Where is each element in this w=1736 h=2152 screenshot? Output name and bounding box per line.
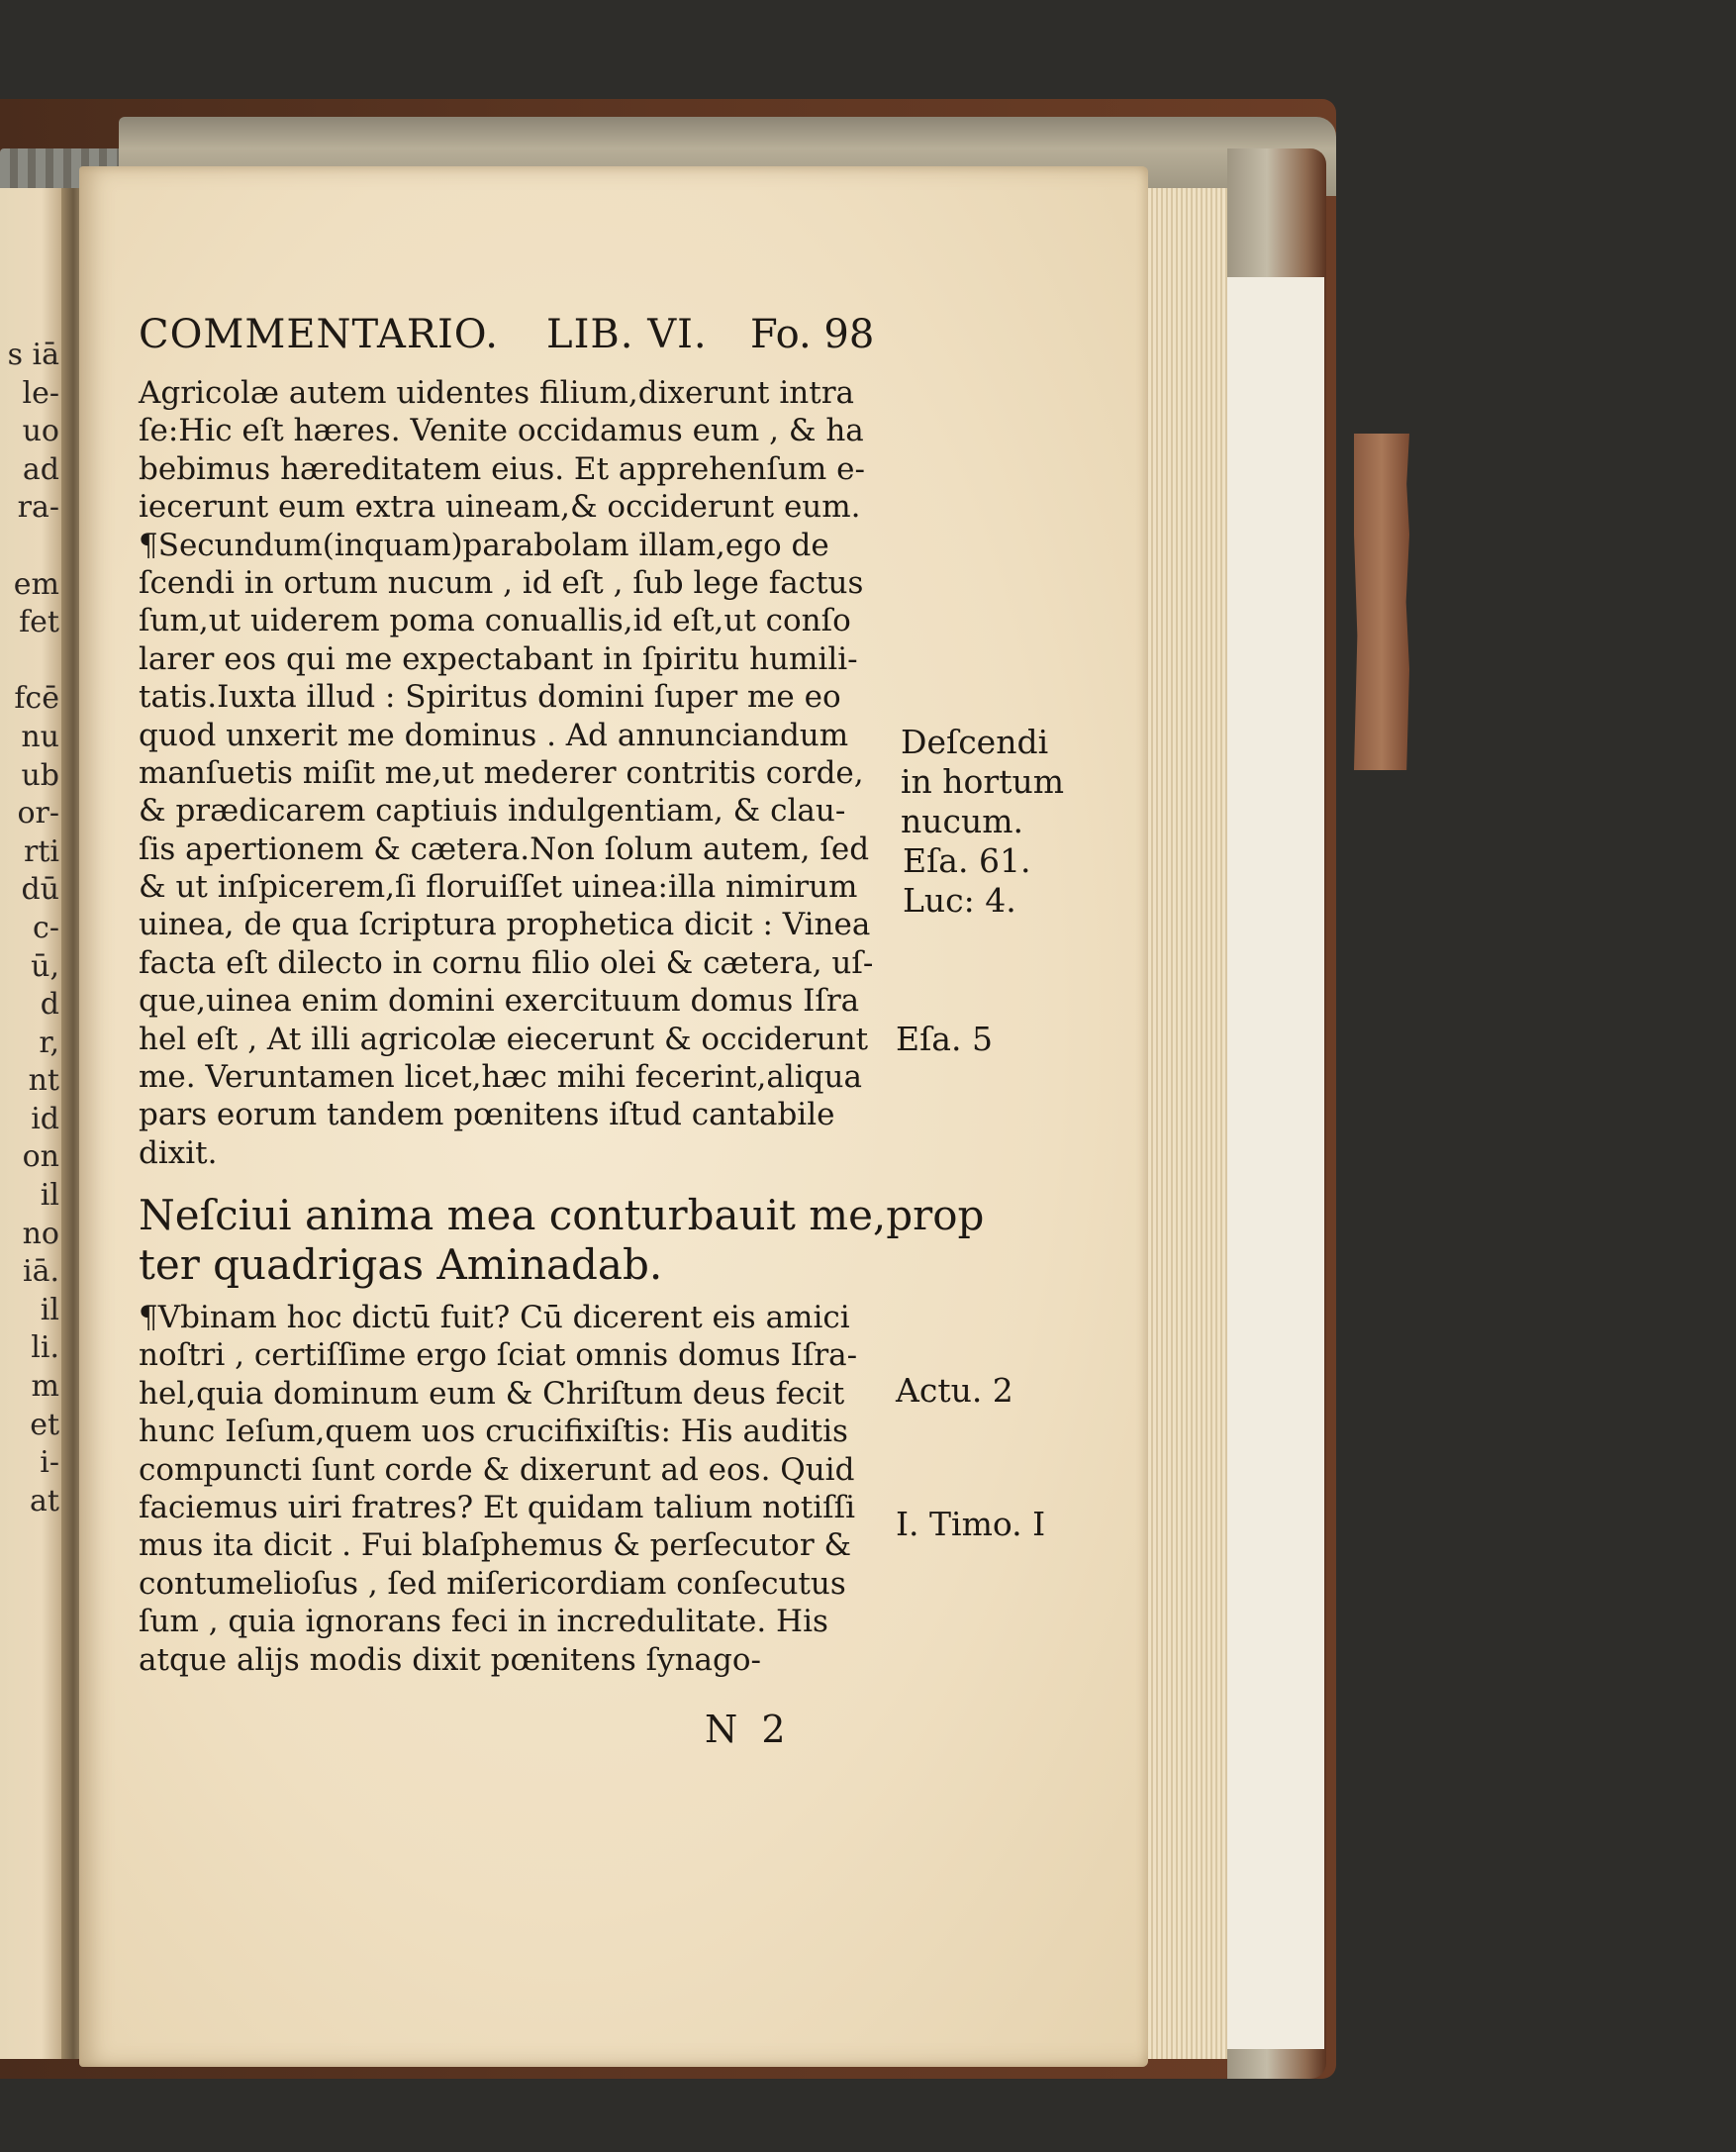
flyleaf xyxy=(1225,277,1324,2049)
facing-page-fragment: em xyxy=(13,566,59,602)
marginal-line: Deſcendi xyxy=(901,723,1049,761)
signature-mark: N 2 xyxy=(705,1708,792,1751)
text-line: hel eſt , At illi agricolæ eiecerunt & occiderunt xyxy=(139,1021,869,1057)
marginal-note xyxy=(901,723,1064,841)
facing-page-fragment: il xyxy=(40,1292,59,1327)
text-line: & prædicarem captiuis indulgentiam, & clau- xyxy=(139,793,846,830)
facing-page-fragment: no xyxy=(22,1216,59,1251)
facing-page-fragment: or- xyxy=(17,796,59,831)
text-line: larer eos qui me expectabant in ſpiritu humili- xyxy=(139,640,858,677)
facing-page-fragment: s iā xyxy=(7,338,59,372)
facing-page-fragment: uo xyxy=(22,414,59,449)
text-line: quod unxerit me dominus . Ad annunciandum xyxy=(139,717,849,753)
facing-page-fragment: d xyxy=(40,987,59,1023)
text-line: faciemus uiri fratres? Et quidam talium notiſſi xyxy=(139,1489,856,1525)
text-line: facta eſt dilecto in cornu filio olei & cætera, uſ- xyxy=(139,944,874,981)
marginal-line: in hortum xyxy=(901,762,1064,801)
text-line: ſe:Hic eſt hæres. Venite occidamus eum , & ha xyxy=(139,413,864,449)
text-line: compuncti ſunt corde & dixerunt ad eos. Quid xyxy=(139,1451,855,1488)
marginal-note: Eſa. 5 xyxy=(896,1020,993,1058)
marginal-line: nucum. xyxy=(901,802,1024,840)
text-line: ſum , quia ignorans feci in incredulitate. His xyxy=(139,1604,828,1640)
facing-page-fragment: ū, xyxy=(31,948,59,984)
text-line: atque alijs modis dixit pœnitens ſynago- xyxy=(139,1641,762,1678)
text-line: me. Veruntamen licet,hæc mihi fecerint,aliqua xyxy=(139,1059,862,1096)
text-line: manſuetis miſit me,ut mederer contritis corde, xyxy=(139,754,864,791)
text-line: hunc Ieſum,quem uos crucifixiſtis: His auditis xyxy=(139,1414,848,1450)
commentary-paragraph-2 xyxy=(139,1299,891,1679)
running-head-title: COMMENTARIO. xyxy=(139,312,499,357)
facing-page-fragment: ra- xyxy=(17,490,59,526)
text-line: ¶Vbinam hoc dictū fuit? Cū dicerent eis amici xyxy=(139,1300,850,1335)
text-line: & ut inſpicerem,ſi floruiſſet uinea:illa nimirum xyxy=(139,869,858,906)
facing-page-fragment: ub xyxy=(21,757,59,793)
running-head xyxy=(139,312,891,363)
facing-page-fragment: fet xyxy=(19,605,59,640)
text-line: pars eorum tandem pœnitens iſtud cantabile xyxy=(139,1097,835,1133)
facing-page-fragment: fcē xyxy=(14,681,59,717)
facing-page-fragment: m xyxy=(31,1369,59,1405)
text-line: uinea, de qua ſcriptura prophetica dicit : Vinea xyxy=(139,907,871,943)
verse-line: ter quadrigas Aminadab. xyxy=(139,1240,663,1289)
text-line: que,uinea enim domini exercituum domus Iſra xyxy=(139,983,860,1020)
facing-page-fragment: rti xyxy=(24,833,59,869)
page-edges xyxy=(1138,188,1227,2059)
folio-number: Fo. 98 xyxy=(750,312,875,357)
bookmark-tab[interactable] xyxy=(1354,434,1409,770)
facing-page-fragment: r, xyxy=(39,1025,59,1060)
facing-page-fragment: et xyxy=(30,1407,59,1442)
facing-page-fragment: li. xyxy=(31,1330,59,1366)
marginal-note: Actu. 2 xyxy=(896,1371,1013,1410)
verse-line: Neſciui anima mea conturbauit me,prop xyxy=(139,1191,985,1239)
text-line: tatis.Iuxta illud : Spiritus domini ſuper me eo xyxy=(139,679,841,716)
marginal-note: Luc: 4. xyxy=(903,881,1016,920)
text-line: noſtri , certiſſime ergo ſciat omnis domus Iſra- xyxy=(139,1337,858,1374)
facing-page-text xyxy=(0,337,59,1520)
facing-page-fragment: id xyxy=(31,1101,59,1136)
facing-page-fragment xyxy=(0,528,59,566)
facing-page-fragment: c- xyxy=(33,910,59,945)
text-line: ¶Secundum(inquam)parabolam illam,ego de xyxy=(139,527,829,563)
text-line: iecerunt eum extra uineam,& occiderunt eum. xyxy=(139,489,861,526)
text-line: bebimus hæreditatem eius. Et apprehenſum e- xyxy=(139,450,865,487)
facing-page-fragment: i- xyxy=(40,1445,59,1481)
marginal-note: I. Timo. I xyxy=(896,1505,1046,1543)
commentary-paragraph-1 xyxy=(139,374,891,1172)
facing-page-fragment: at xyxy=(30,1483,59,1518)
facing-page-fragment: dū xyxy=(21,872,59,908)
text-line: ſis apertionem & cætera.Non ſolum autem, ſed xyxy=(139,831,870,867)
facing-page-fragment xyxy=(0,642,59,681)
facing-page-fragment: ad xyxy=(22,451,59,487)
text-line: ſum,ut uiderem poma conuallis,id eſt,ut conſo xyxy=(139,603,851,639)
text-line: ſcendi in ortum nucum , id eſt , ſub lege factus xyxy=(139,564,864,601)
facing-page-fragment: le- xyxy=(22,375,59,411)
text-line: Agricolæ autem uidentes filium,dixerunt intra xyxy=(139,375,855,411)
text-line: hel,quia dominum eum & Chriſtum deus fecit xyxy=(139,1375,845,1412)
facing-page-fragment: on xyxy=(22,1139,59,1175)
text-line: contumelioſus , ſed miſericordiam conſecutus xyxy=(139,1565,846,1602)
facing-page-fragment: nt xyxy=(28,1063,59,1099)
text-line: mus ita dicit . Fui blaſphemus & perſecutor & xyxy=(139,1527,852,1564)
facing-page-fragment: iā. xyxy=(22,1254,59,1290)
marginal-note: Eſa. 61. xyxy=(903,841,1031,880)
scripture-verse xyxy=(139,1191,985,1290)
facing-page-fragment: nu xyxy=(21,719,59,754)
text-line: dixit. xyxy=(139,1134,218,1171)
running-head-book: LIB. VI. xyxy=(546,312,708,357)
facing-page-fragment: il xyxy=(40,1178,59,1214)
